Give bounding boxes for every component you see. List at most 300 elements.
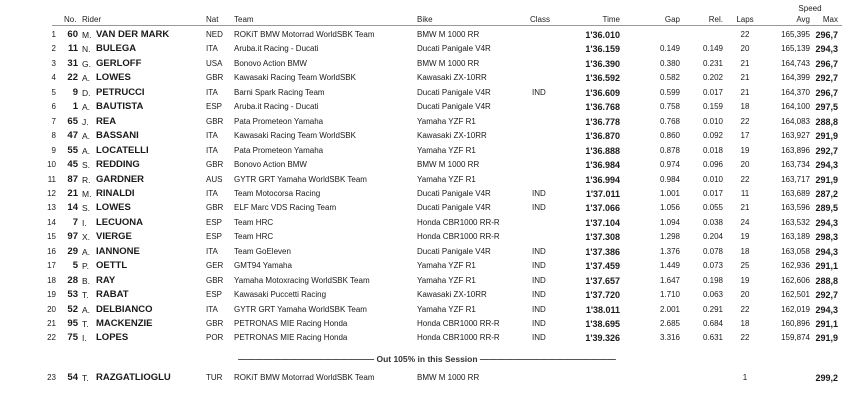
cell-avg: 165,139 [781, 44, 810, 54]
cell-pos: 20 [47, 304, 56, 314]
cell-pos: 23 [47, 373, 56, 382]
cell-no: 28 [67, 274, 78, 286]
cell-bike: BMW M 1000 RR [417, 58, 480, 68]
cell-rel: 0.202 [702, 73, 723, 83]
cell-laps: 11 [740, 188, 750, 198]
cell-rel: 0.684 [702, 319, 723, 328]
cell-time: 1'38.695 [585, 319, 620, 329]
cell-bike: Ducati Panigale V4R [417, 102, 491, 112]
cell-rel: 0.055 [702, 203, 723, 213]
cell-avg: 162,501 [781, 290, 810, 300]
cell-avg: 163,927 [781, 131, 810, 141]
cell-bike: Kawasaki ZX-10RR [417, 73, 487, 83]
cell-pos: 4 [51, 73, 56, 83]
cell-avg: 163,689 [781, 188, 810, 198]
cell-team: PETRONAS MIE Racing Honda [234, 333, 348, 343]
cell-no: 29 [67, 245, 78, 257]
cell-rel: 0.231 [702, 58, 723, 68]
cell-name: LECUONA [96, 216, 143, 228]
cell-time: 1'37.104 [585, 217, 620, 228]
cell-laps: 18 [740, 246, 750, 256]
cell-team: Team GoEleven [234, 246, 291, 256]
cell-no: 7 [72, 216, 78, 228]
cell-bike: Kawasaki ZX-10RR [417, 131, 487, 141]
cell-init: A. [82, 131, 91, 142]
cell-team: Team HRC [234, 217, 274, 227]
cell-laps: 25 [740, 261, 750, 271]
cell-team: Kawasaki Racing Team WorldSBK [234, 73, 356, 83]
header-bike: Bike [417, 15, 433, 24]
cell-rel: 0.038 [702, 217, 723, 227]
cell-time: 1'37.066 [585, 203, 620, 214]
cell-nat: ITA [206, 188, 218, 198]
cell-no: 45 [67, 159, 78, 171]
cell-init: T. [82, 290, 89, 301]
cell-init: J. [82, 116, 89, 127]
cell-time: 1'36.609 [585, 87, 620, 98]
cell-max: 287,2 [815, 188, 838, 199]
cell-gap: 0.599 [659, 87, 680, 97]
cell-pos: 21 [47, 319, 56, 328]
cell-max: 292,7 [815, 145, 838, 156]
cell-init: P. [82, 261, 89, 272]
cell-max: 288,8 [815, 116, 838, 127]
cell-time: 1'36.390 [585, 58, 620, 69]
cell-rel: 0.073 [702, 261, 723, 271]
cell-max: 298,3 [815, 232, 838, 243]
cell-laps: 18 [740, 102, 750, 112]
cell-init: D. [82, 87, 91, 98]
cell-team: Yamaha Motoxracing WorldSBK Team [234, 275, 370, 285]
cell-name: VIERGE [96, 231, 132, 243]
cell-bike: Yamaha YZF R1 [417, 145, 476, 155]
cell-init: I. [82, 217, 87, 228]
cell-no: 21 [67, 187, 78, 199]
cell-no: 95 [67, 318, 78, 329]
cell-nat: ITA [206, 246, 218, 256]
cell-team: PETRONAS MIE Racing Honda [234, 319, 348, 328]
header-no: No. [64, 15, 77, 24]
header-avg: Avg [796, 15, 810, 24]
header-rider: Rider [82, 15, 102, 24]
cell-rel: 0.018 [702, 145, 723, 155]
cell-cls: IND [532, 290, 546, 300]
cell-cls: IND [532, 87, 546, 97]
cell-name: VAN DER MARK [96, 29, 170, 40]
cell-team: Pata Prometeon Yamaha [234, 116, 324, 126]
cell-team: ROKiT BMW Motorrad WorldSBK Team [234, 373, 375, 382]
cell-name: LOWES [96, 72, 131, 84]
cell-rel: 0.063 [702, 290, 723, 300]
cell-cls: IND [532, 275, 546, 285]
cell-rel: 0.078 [702, 246, 723, 256]
cell-name: LOPES [96, 332, 129, 344]
cell-gap: 1.449 [659, 261, 680, 271]
cell-max: 291,9 [815, 131, 838, 142]
cell-team: GYTR GRT Yamaha WorldSBK Team [234, 174, 367, 184]
cell-team: GYTR GRT Yamaha WorldSBK Team [234, 304, 367, 314]
cell-team: Kawasaki Racing Team WorldSBK [234, 131, 356, 141]
cell-no: 54 [67, 372, 78, 383]
cell-nat: GBR [206, 73, 224, 83]
cell-avg: 164,083 [781, 116, 810, 126]
cell-bike: Ducati Panigale V4R [417, 87, 491, 97]
cell-nat: GBR [206, 160, 224, 170]
cell-laps: 22 [740, 333, 750, 343]
cell-name: PETRUCCI [96, 86, 145, 98]
cell-cls: IND [532, 188, 546, 198]
cell-laps: 22 [740, 174, 750, 184]
cell-time: 1'36.984 [585, 160, 620, 171]
cell-rel: 0.631 [702, 333, 723, 343]
cell-team: Barni Spark Racing Team [234, 87, 325, 97]
cell-gap: 1.001 [659, 188, 680, 198]
cell-gap: 2.001 [659, 304, 680, 314]
cell-avg: 163,734 [781, 160, 810, 170]
cell-cls: IND [532, 333, 546, 343]
cell-max: 291,9 [815, 174, 838, 185]
header-class: Class [530, 15, 551, 24]
cell-avg: 163,717 [781, 174, 810, 184]
cell-laps: 19 [740, 145, 750, 155]
cell-bike: Ducati Panigale V4R [417, 246, 491, 256]
cell-cls: IND [532, 246, 546, 256]
cell-gap: 0.149 [659, 44, 680, 54]
cell-team: Team Motocorsa Racing [234, 188, 321, 198]
header-team: Team [234, 15, 254, 24]
cell-gap: 0.974 [659, 160, 680, 170]
cell-gap: 1.056 [659, 203, 680, 213]
cell-pos: 2 [51, 44, 56, 54]
header-speed: Speed [798, 4, 822, 13]
cell-time: 1'37.308 [585, 232, 620, 243]
cell-rel: 0.198 [702, 275, 723, 285]
cell-gap: 1.094 [659, 217, 680, 227]
cell-pos: 10 [47, 160, 56, 170]
cell-gap: 0.984 [659, 174, 680, 184]
cell-name: RINALDI [96, 187, 135, 199]
cell-max: 296,7 [815, 58, 838, 69]
cell-gap: 0.860 [659, 131, 680, 141]
cell-pos: 12 [47, 188, 56, 198]
cell-pos: 6 [51, 102, 56, 112]
cell-no: 47 [67, 130, 78, 142]
cell-pos: 7 [51, 116, 56, 126]
cell-team: GMT94 Yamaha [234, 261, 292, 271]
cell-avg: 163,189 [781, 232, 810, 242]
cell-pos: 14 [47, 217, 56, 227]
header-divider [52, 25, 842, 26]
cell-nat: ITA [206, 145, 218, 155]
cell-avg: 159,874 [781, 333, 810, 343]
cell-time: 1'36.010 [585, 30, 620, 40]
cell-laps: 22 [740, 116, 750, 126]
cell-time: 1'37.459 [585, 261, 620, 272]
cell-bike: BMW M 1000 RR [417, 160, 480, 170]
cell-no: 87 [67, 173, 78, 185]
cell-laps: 18 [740, 319, 750, 328]
cell-rel: 0.096 [702, 160, 723, 170]
cell-init: A. [82, 73, 91, 84]
cell-max: 294,3 [815, 217, 838, 228]
cell-init: T. [82, 373, 89, 383]
cell-avg: 164,399 [781, 73, 810, 83]
cell-name: OETTL [96, 260, 128, 272]
cell-init: M. [82, 188, 92, 199]
cell-bike: Ducati Panigale V4R [417, 203, 491, 213]
cell-pos: 1 [51, 30, 56, 39]
cell-name: DELBIANCO [96, 303, 153, 315]
cell-max: 297,5 [815, 102, 838, 113]
cell-no: 1 [72, 101, 78, 113]
cell-gap: 1.298 [659, 232, 680, 242]
cell-no: 31 [67, 57, 78, 69]
header-max: Max [822, 15, 838, 24]
cell-name: REDDING [96, 159, 140, 171]
cell-pos: 9 [51, 145, 56, 155]
cell-bike: Yamaha YZF R1 [417, 275, 476, 285]
cell-team: Bonovo Action BMW [234, 58, 307, 68]
cell-time: 1'37.011 [585, 188, 620, 199]
cell-init: T. [82, 319, 89, 329]
cell-name: BAUTISTA [96, 101, 144, 113]
cell-gap: 0.878 [659, 145, 680, 155]
cell-max: 291,9 [815, 333, 838, 344]
cell-time: 1'36.768 [585, 102, 620, 113]
cell-avg: 163,596 [781, 203, 810, 213]
cell-no: 60 [67, 29, 78, 40]
cell-name: GARDNER [96, 173, 145, 185]
cell-cls: IND [532, 203, 546, 213]
cell-rel: 0.159 [702, 102, 723, 112]
cell-no: 53 [67, 289, 78, 301]
cell-no: 97 [67, 231, 78, 243]
cell-nat: ITA [206, 44, 218, 54]
cell-max: 289,5 [815, 203, 838, 214]
cell-init: B. [82, 275, 91, 286]
cell-nat: ESP [206, 217, 223, 227]
header-rel: Rel. [708, 15, 723, 24]
cell-laps: 20 [740, 44, 750, 54]
cell-gap: 3.316 [659, 333, 680, 343]
cell-pos: 8 [51, 131, 56, 141]
cell-gap: 0.582 [659, 73, 680, 83]
cell-cls: IND [532, 304, 546, 314]
cell-laps: 22 [740, 30, 750, 39]
cell-time: 1'36.592 [585, 73, 620, 84]
cell-laps: 1 [742, 373, 748, 382]
cell-max: 296,7 [815, 87, 838, 98]
cell-rel: 0.017 [702, 188, 723, 198]
cell-team: Aruba.it Racing - Ducati [234, 44, 319, 54]
cell-max: 294,3 [815, 160, 838, 171]
cell-init: A. [82, 145, 91, 156]
header-time: Time [602, 15, 620, 24]
cell-init: S. [82, 203, 91, 214]
cell-bike: Ducati Panigale V4R [417, 188, 491, 198]
cell-laps: 17 [740, 131, 750, 141]
cell-avg: 163,058 [781, 246, 810, 256]
cell-bike: Honda CBR1000 RR-R [417, 333, 500, 343]
cell-nat: TUR [206, 373, 223, 382]
cell-init: N. [82, 44, 91, 55]
cell-max: 294,3 [815, 44, 838, 55]
cell-rel: 0.017 [702, 87, 723, 97]
cell-laps: 20 [740, 160, 750, 170]
cell-pos: 16 [47, 246, 56, 256]
cell-name: LOCATELLI [96, 144, 149, 156]
cell-rel: 0.149 [702, 44, 723, 54]
cell-init: X. [82, 232, 91, 243]
cell-time: 1'36.778 [585, 116, 620, 127]
out-105-separator: ———————————————— Out 105% in this Session ———————————————— [238, 354, 616, 364]
cell-bike: BMW M 1000 RR [417, 30, 480, 39]
cell-pos: 3 [51, 58, 56, 68]
cell-avg: 163,896 [781, 145, 810, 155]
cell-max: 291,1 [815, 261, 838, 272]
cell-pos: 22 [47, 333, 56, 343]
cell-nat: ITA [206, 87, 218, 97]
cell-init: G. [82, 58, 91, 69]
cell-nat: ESP [206, 232, 223, 242]
cell-init: A. [82, 102, 91, 113]
cell-nat: AUS [206, 174, 223, 184]
cell-pos: 19 [47, 290, 56, 300]
cell-laps: 19 [740, 275, 750, 285]
cell-pos: 13 [47, 203, 56, 213]
cell-avg: 165,395 [781, 30, 810, 39]
cell-pos: 5 [51, 87, 56, 97]
cell-name: GERLOFF [96, 57, 142, 69]
cell-avg: 160,896 [781, 319, 810, 328]
cell-time: 1'37.657 [585, 275, 620, 286]
cell-laps: 20 [740, 290, 750, 300]
cell-team: ELF Marc VDS Racing Team [234, 203, 337, 213]
cell-init: A. [82, 246, 91, 257]
cell-gap: 0.380 [659, 58, 680, 68]
cell-pos: 17 [47, 261, 56, 271]
cell-rel: 0.092 [702, 131, 723, 141]
cell-bike: Ducati Panigale V4R [417, 44, 491, 54]
cell-rel: 0.010 [702, 116, 723, 126]
cell-name: RAY [96, 274, 116, 286]
cell-avg: 162,606 [781, 275, 810, 285]
cell-name: REA [96, 115, 117, 127]
cell-avg: 162,936 [781, 261, 810, 271]
cell-no: 9 [72, 86, 78, 98]
cell-no: 52 [67, 303, 78, 315]
cell-laps: 21 [740, 58, 750, 68]
cell-nat: GBR [206, 275, 224, 285]
cell-gap: 1.710 [659, 290, 680, 300]
cell-pos: 11 [47, 174, 56, 184]
cell-avg: 164,743 [781, 58, 810, 68]
cell-nat: NED [206, 30, 223, 39]
cell-nat: ESP [206, 290, 223, 300]
cell-laps: 21 [740, 73, 750, 83]
cell-no: 22 [67, 72, 78, 84]
cell-nat: GBR [206, 203, 224, 213]
cell-time: 1'36.870 [585, 131, 620, 142]
cell-cls: IND [532, 261, 546, 271]
cell-no: 65 [67, 115, 78, 127]
cell-nat: GER [206, 261, 224, 271]
cell-team: Pata Prometeon Yamaha [234, 145, 324, 155]
cell-nat: POR [206, 333, 224, 343]
cell-init: M. [82, 30, 92, 40]
cell-init: A. [82, 304, 91, 315]
cell-max: 288,8 [815, 275, 838, 286]
cell-name: RAZGATLIOGLU [96, 372, 171, 383]
cell-team: Aruba.it Racing - Ducati [234, 102, 319, 112]
cell-team: ROKiT BMW Motorrad WorldSBK Team [234, 30, 375, 39]
cell-avg: 162,019 [781, 304, 810, 314]
cell-bike: Yamaha YZF R1 [417, 304, 476, 314]
cell-bike: Honda CBR1000 RR-R [417, 217, 500, 227]
cell-bike: Yamaha YZF R1 [417, 116, 476, 126]
cell-nat: ITA [206, 304, 218, 314]
cell-nat: ITA [206, 131, 218, 141]
cell-gap: 0.768 [659, 116, 680, 126]
cell-name: IANNONE [96, 245, 140, 257]
cell-nat: GBR [206, 116, 224, 126]
cell-team: Bonovo Action BMW [234, 160, 307, 170]
cell-nat: USA [206, 58, 223, 68]
cell-time: 1'39.326 [585, 333, 620, 344]
cell-bike: Yamaha YZF R1 [417, 174, 476, 184]
cell-time: 1'37.720 [585, 290, 620, 301]
cell-bike: Kawasaki ZX-10RR [417, 290, 487, 300]
cell-time: 1'36.888 [585, 145, 620, 156]
cell-no: 5 [72, 260, 78, 272]
cell-gap: 0.758 [659, 102, 680, 112]
cell-laps: 24 [740, 217, 750, 227]
cell-name: BULEGA [96, 43, 137, 55]
cell-pos: 18 [47, 275, 56, 285]
cell-bike: Honda CBR1000 RR-R [417, 319, 500, 328]
cell-nat: ESP [206, 102, 223, 112]
cell-name: MACKENZIE [96, 318, 153, 329]
cell-laps: 19 [740, 232, 750, 242]
cell-no: 55 [67, 144, 78, 156]
cell-gap: 2.685 [659, 319, 680, 328]
cell-time: 1'37.386 [585, 246, 620, 257]
cell-laps: 22 [740, 304, 750, 314]
cell-avg: 163,532 [781, 217, 810, 227]
cell-max: 294,3 [815, 246, 838, 257]
cell-laps: 21 [740, 87, 750, 97]
cell-init: S. [82, 160, 91, 171]
cell-time: 1'38.011 [585, 304, 620, 315]
cell-nat: GBR [206, 319, 224, 328]
cell-no: 75 [67, 332, 78, 344]
cell-max: 291,1 [815, 319, 838, 329]
cell-init: R. [82, 174, 91, 185]
cell-time: 1'36.994 [585, 174, 620, 185]
cell-rel: 0.010 [702, 174, 723, 184]
cell-avg: 164,370 [781, 87, 810, 97]
cell-max: 292,7 [815, 73, 838, 84]
cell-name: LOWES [96, 202, 131, 214]
header-nat: Nat [206, 15, 219, 24]
cell-name: RABAT [96, 289, 129, 301]
cell-cls: IND [532, 319, 546, 328]
cell-gap: 1.647 [659, 275, 680, 285]
cell-name: BASSANI [96, 130, 139, 142]
cell-max: 296,7 [815, 30, 838, 40]
cell-laps: 21 [740, 203, 750, 213]
cell-init: I. [82, 333, 87, 344]
